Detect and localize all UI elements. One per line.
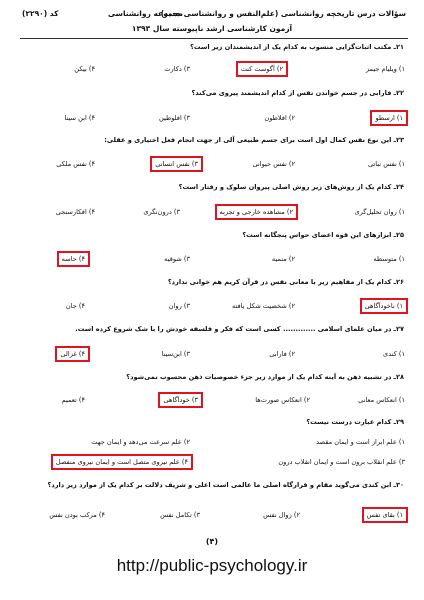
option: ۱) انعکاس معانی — [358, 396, 405, 404]
option: ۱) متوسطه — [373, 255, 405, 263]
option-selected: ۴) حاسه — [57, 251, 90, 267]
exam-subtitle: آزمون کارشناسی ارشد ناپیوسته سال ۱۳۹۳ — [131, 24, 293, 33]
option: ۳) علم انقلاب برون است و ایمان انقلاب درون — [278, 458, 405, 466]
question-26: ۲۶ـ کدام یک از مفاهیم زیر با معانی نفس در قرآن کریم هم خوانی ندارد؟ — [167, 278, 404, 286]
options-28 — [20, 394, 408, 408]
option-selected: ۱) ارسطو — [370, 110, 408, 126]
option: ۱) کندی — [383, 350, 405, 358]
option: ۴) جان — [65, 302, 85, 310]
option: ۳) درون‌نگری — [143, 208, 180, 216]
options-22 — [20, 112, 408, 126]
option-selected: ۲) آگوست کنت — [236, 61, 288, 77]
option: ۲) علم سرعت می‌دهد و ایمان جهت — [91, 438, 190, 446]
question-28: ۲۸ـ در تشبیه ذهن به آینه کدام یک از موارد زیر جزء خصوصیات ذهن محسوب نمی‌شود؟ — [126, 373, 404, 381]
option-selected: ۴) غزالی — [55, 346, 90, 362]
option: ۲) افلاطون — [264, 114, 295, 122]
option-selected: ۲) مشاهده خارجی و تجربه — [215, 204, 298, 220]
question-27: ۲۷ـ در میان علمای اسلامی ............. کسی است که فکر و فلسفه خودش را با شک شروع کرده است. — [75, 325, 404, 333]
option-selected: ۳) خودآگاهی — [158, 392, 203, 408]
question-23: ۲۳ـ این نوع نفس کمال اول است برای جسم طبیعی آلی از جهت انجام فعل اختیاری و عقلی: — [104, 136, 404, 144]
option: ۴) افکارسنجی — [55, 208, 95, 216]
page-number: (۴) — [205, 537, 219, 546]
question-25: ۲۵ـ ابزارهای این قوه اعضای حواس پنجگانه است؟ — [242, 231, 404, 239]
footer-url[interactable]: http://public-psychology.ir — [116, 556, 308, 575]
question-22: ۲۲ـ فارابی در جسم خواندن نفس از کدام اندیشمند پیروی می‌کند؟ — [191, 89, 404, 97]
option: ۴) مرکب بودن نفس — [49, 511, 105, 519]
options-25 — [20, 253, 408, 267]
option: ۴) بیکن — [74, 65, 95, 73]
option: ۲) شخصیت شکل یافته — [231, 302, 295, 310]
option: ۱) نفس نباتی — [367, 160, 405, 168]
option: ۳) دکارت — [164, 65, 190, 73]
option: ۴) نفس ملکی — [56, 160, 95, 168]
option: ۱) علم ابراز است و ایمان مقصد — [316, 438, 405, 446]
question-24: ۲۴ـ کدام یک از روش‌های زیر روش اصلی پیروان سلوک و رفتار است؟ — [178, 183, 404, 191]
header-title: سؤالات درس تاریخچه روانشناسی (علم‌النفس و روانشناسی جدید) — [160, 9, 406, 18]
option-selected: ۱) بقای نفس — [362, 507, 408, 523]
option: ۳) شوقیه — [164, 255, 190, 263]
option: ۳) افلوطین — [158, 114, 190, 122]
options-30 — [20, 509, 408, 523]
options-24 — [20, 206, 408, 220]
option: ۴) ابن سینا — [64, 114, 95, 122]
options-29 — [20, 436, 408, 472]
option: ۲) زوال نفس — [263, 511, 300, 519]
option: ۲) منمیه — [271, 255, 295, 263]
option: ۳) روان — [168, 302, 190, 310]
question-29: ۲۹ـ کدام عبارت درست نیست؟ — [306, 418, 404, 426]
header-divider — [20, 38, 408, 39]
options-26 — [20, 300, 408, 314]
option-selected: ۴) علم نیروی متصل است و ایمان نیروی منفصل — [51, 454, 193, 470]
question-21: ۲۱ـ مکتب اثبات‌گرایی منسوب به کدام یک از اندیشمندان زیر است؟ — [190, 43, 404, 51]
option: ۲) نفس حیوانی — [252, 160, 295, 168]
options-21 — [20, 63, 408, 77]
option: ۳) ابن‌سینا — [161, 350, 190, 358]
question-30: ۳۰ـ ابن کندی می‌گوید مقام و قرارگاه اصلی ما عالمی است اعلی و شریف دلالت بر کدام یک از موارد زیر دارد؟ — [47, 481, 404, 489]
options-27 — [20, 348, 408, 362]
option: ۱) روان تحلیل‌گری — [354, 208, 405, 216]
option: ۱) ویلیام جیمز — [365, 65, 405, 73]
option-selected: ۳) نفس انسانی — [150, 156, 203, 172]
option: ۴) تعمیم — [61, 396, 85, 404]
header-series: مجموعه روانشناسی — [108, 9, 183, 18]
option: ۲) فارابی — [269, 350, 295, 358]
option-selected: ۱) ناخودآگاهی — [360, 298, 408, 314]
header-code: کد (۲۲۹۰) — [22, 9, 59, 18]
options-23 — [20, 158, 408, 172]
option: ۲) انعکاس صورت‌ها — [255, 396, 310, 404]
option: ۳) تکامل نفس — [160, 511, 200, 519]
